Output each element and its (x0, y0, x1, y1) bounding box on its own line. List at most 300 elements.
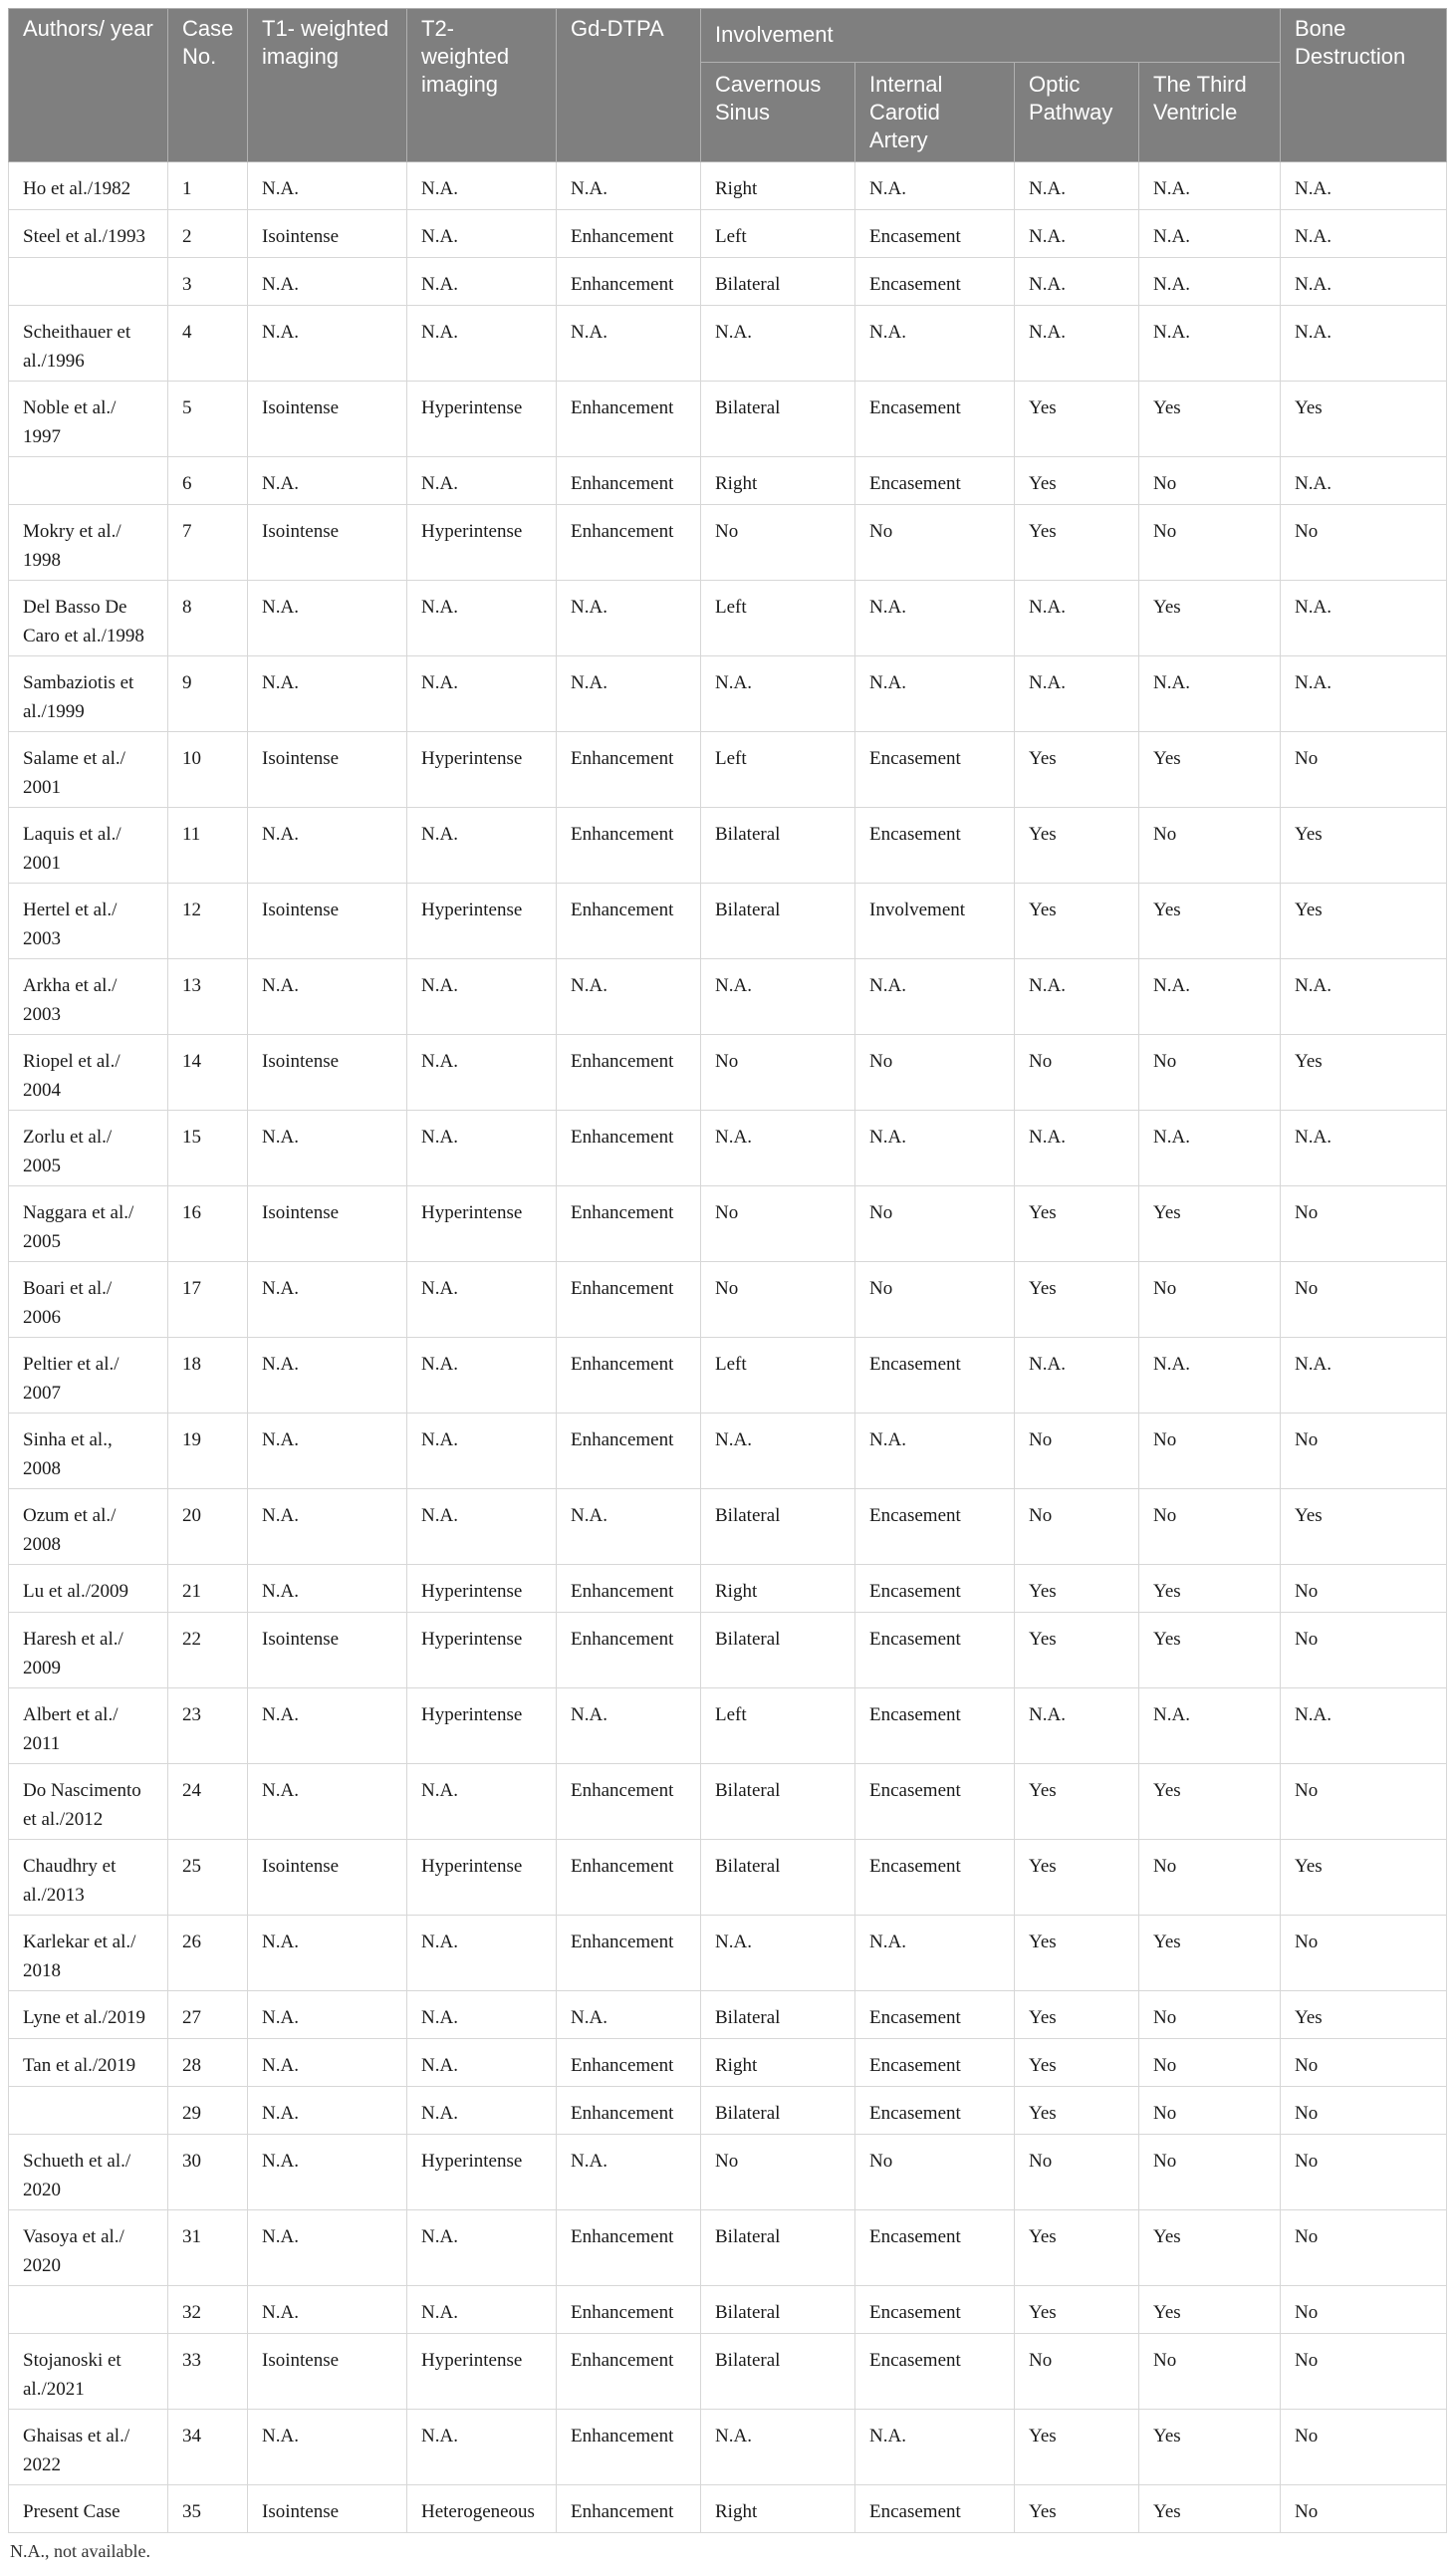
cell-author: Salame et al./ 2001 (9, 732, 168, 808)
cell-bone-destruction: No (1281, 505, 1447, 581)
table-row (9, 1035, 1447, 1111)
cell-optic-pathway: Yes (1015, 457, 1139, 505)
cell-internal-carotid-artery: N.A. (855, 1414, 1015, 1489)
cell-internal-carotid-artery: Encasement (855, 210, 1015, 258)
cell-third-ventricle: No (1139, 2087, 1281, 2135)
cell-t2: N.A. (407, 2410, 557, 2485)
cell-third-ventricle: Yes (1139, 1613, 1281, 1688)
cell-third-ventricle: N.A. (1139, 1338, 1281, 1414)
table-row (9, 1840, 1447, 1916)
cell-internal-carotid-artery: No (855, 2135, 1015, 2210)
cell-optic-pathway: No (1015, 1489, 1139, 1565)
cell-internal-carotid-artery: Encasement (855, 457, 1015, 505)
cell-case-no: 26 (168, 1916, 248, 1991)
cell-author: Zorlu et al./ 2005 (9, 1111, 168, 1186)
header-t1: T1- weighted imaging (248, 9, 407, 162)
cell-author: Karlekar et al./ 2018 (9, 1916, 168, 1991)
cell-case-no: 2 (168, 210, 248, 258)
cell-internal-carotid-artery: Encasement (855, 2210, 1015, 2286)
cell-t2: N.A. (407, 2087, 557, 2135)
cell-case-no: 32 (168, 2286, 248, 2334)
cell-internal-carotid-artery: Encasement (855, 1764, 1015, 1840)
cell-cavernous-sinus: Bilateral (701, 1840, 855, 1916)
cell-bone-destruction: No (1281, 1916, 1447, 1991)
cell-internal-carotid-artery: N.A. (855, 1916, 1015, 1991)
cell-bone-destruction: No (1281, 2210, 1447, 2286)
cell-t1: Isointense (248, 1035, 407, 1111)
cell-cavernous-sinus: No (701, 1262, 855, 1338)
cell-optic-pathway: N.A. (1015, 1338, 1139, 1414)
cell-author: Del Basso De Caro et al./1998 (9, 581, 168, 656)
cell-t2: N.A. (407, 306, 557, 382)
cell-case-no: 12 (168, 884, 248, 959)
cell-optic-pathway: Yes (1015, 1565, 1139, 1613)
cell-author (9, 457, 168, 505)
table-row (9, 581, 1447, 656)
header-internal-carotid-artery: Internal Carotid Artery (855, 63, 1015, 162)
cell-t1: N.A. (248, 2410, 407, 2485)
cell-t1: N.A. (248, 1565, 407, 1613)
cell-third-ventricle: N.A. (1139, 162, 1281, 210)
cell-author: Lu et al./2009 (9, 1565, 168, 1613)
cell-t2: N.A. (407, 2039, 557, 2087)
cell-cavernous-sinus: Bilateral (701, 2334, 855, 2410)
cell-author (9, 258, 168, 306)
cell-author: Vasoya et al./ 2020 (9, 2210, 168, 2286)
cell-cavernous-sinus: Bilateral (701, 1991, 855, 2039)
cell-optic-pathway: Yes (1015, 2286, 1139, 2334)
cell-optic-pathway: Yes (1015, 505, 1139, 581)
cell-bone-destruction: No (1281, 2485, 1447, 2533)
cell-optic-pathway: N.A. (1015, 210, 1139, 258)
cell-cavernous-sinus: Right (701, 2039, 855, 2087)
cell-optic-pathway: Yes (1015, 1991, 1139, 2039)
cell-cavernous-sinus: No (701, 1035, 855, 1111)
cell-internal-carotid-artery: Encasement (855, 258, 1015, 306)
cell-gd-dtpa: Enhancement (557, 884, 701, 959)
table-row (9, 1916, 1447, 1991)
cell-cavernous-sinus: No (701, 1186, 855, 1262)
cell-cavernous-sinus: Bilateral (701, 884, 855, 959)
cell-optic-pathway: Yes (1015, 732, 1139, 808)
table-row (9, 1262, 1447, 1338)
cell-t1: Isointense (248, 1186, 407, 1262)
cell-third-ventricle: Yes (1139, 2410, 1281, 2485)
cell-case-no: 29 (168, 2087, 248, 2135)
cell-author: Scheithauer et al./1996 (9, 306, 168, 382)
cell-author: Lyne et al./2019 (9, 1991, 168, 2039)
cell-third-ventricle: N.A. (1139, 1111, 1281, 1186)
cell-case-no: 28 (168, 2039, 248, 2087)
cell-t2: N.A. (407, 2210, 557, 2286)
cell-optic-pathway: Yes (1015, 1840, 1139, 1916)
cell-internal-carotid-artery: No (855, 1186, 1015, 1262)
cell-third-ventricle: No (1139, 1991, 1281, 2039)
cell-optic-pathway: Yes (1015, 884, 1139, 959)
cell-author: Peltier et al./ 2007 (9, 1338, 168, 1414)
cell-t2: Hyperintense (407, 505, 557, 581)
cell-bone-destruction: N.A. (1281, 162, 1447, 210)
cell-t1: Isointense (248, 1840, 407, 1916)
cell-cavernous-sinus: No (701, 505, 855, 581)
table-row (9, 382, 1447, 457)
cell-t1: N.A. (248, 1111, 407, 1186)
header-t2: T2- weighted imaging (407, 9, 557, 162)
cell-cavernous-sinus: Right (701, 2485, 855, 2533)
cell-t1: Isointense (248, 1613, 407, 1688)
cell-t2: Hyperintense (407, 1565, 557, 1613)
cell-internal-carotid-artery: N.A. (855, 306, 1015, 382)
cell-gd-dtpa: Enhancement (557, 2087, 701, 2135)
cell-gd-dtpa: Enhancement (557, 2039, 701, 2087)
cell-t2: Hyperintense (407, 1840, 557, 1916)
cell-third-ventricle: N.A. (1139, 306, 1281, 382)
cell-gd-dtpa: N.A. (557, 656, 701, 732)
cell-optic-pathway: N.A. (1015, 656, 1139, 732)
cell-gd-dtpa: Enhancement (557, 1338, 701, 1414)
cell-t1: Isointense (248, 732, 407, 808)
cell-case-no: 19 (168, 1414, 248, 1489)
cell-t1: N.A. (248, 258, 407, 306)
cell-case-no: 1 (168, 162, 248, 210)
cell-t2: N.A. (407, 457, 557, 505)
cell-author: Sinha et al., 2008 (9, 1414, 168, 1489)
cell-author: Albert et al./ 2011 (9, 1688, 168, 1764)
cell-internal-carotid-artery: Encasement (855, 1991, 1015, 2039)
cell-author: Hertel et al./ 2003 (9, 884, 168, 959)
cell-author: Stojanoski et al./2021 (9, 2334, 168, 2410)
cell-bone-destruction: N.A. (1281, 210, 1447, 258)
cell-t1: N.A. (248, 1916, 407, 1991)
table-row (9, 1489, 1447, 1565)
cell-t2: N.A. (407, 1489, 557, 1565)
cell-t2: N.A. (407, 1916, 557, 1991)
cell-case-no: 25 (168, 1840, 248, 1916)
cell-author: Steel et al./1993 (9, 210, 168, 258)
cell-bone-destruction: No (1281, 1414, 1447, 1489)
cell-bone-destruction: Yes (1281, 1489, 1447, 1565)
cell-gd-dtpa: Enhancement (557, 382, 701, 457)
cell-optic-pathway: Yes (1015, 382, 1139, 457)
cell-cavernous-sinus: Left (701, 1688, 855, 1764)
cell-author: Present Case (9, 2485, 168, 2533)
cell-author: Ozum et al./ 2008 (9, 1489, 168, 1565)
table-row (9, 732, 1447, 808)
table-row (9, 2087, 1447, 2135)
cell-t2: N.A. (407, 210, 557, 258)
cell-third-ventricle: No (1139, 1489, 1281, 1565)
cell-third-ventricle: No (1139, 808, 1281, 884)
cell-t1: N.A. (248, 808, 407, 884)
cell-gd-dtpa: N.A. (557, 162, 701, 210)
cell-gd-dtpa: N.A. (557, 1991, 701, 2039)
cell-optic-pathway: N.A. (1015, 959, 1139, 1035)
cell-third-ventricle: No (1139, 2039, 1281, 2087)
cell-internal-carotid-artery: Encasement (855, 732, 1015, 808)
cell-internal-carotid-artery: N.A. (855, 959, 1015, 1035)
table-row (9, 258, 1447, 306)
cell-cavernous-sinus: Bilateral (701, 2210, 855, 2286)
cell-t1: Isointense (248, 2334, 407, 2410)
cell-bone-destruction: N.A. (1281, 1111, 1447, 1186)
cell-optic-pathway: No (1015, 2334, 1139, 2410)
cell-t1: N.A. (248, 656, 407, 732)
cell-bone-destruction: No (1281, 1764, 1447, 1840)
table-row (9, 2039, 1447, 2087)
cell-t1: Isointense (248, 382, 407, 457)
cell-case-no: 27 (168, 1991, 248, 2039)
cell-third-ventricle: Yes (1139, 1916, 1281, 1991)
cell-third-ventricle: No (1139, 1035, 1281, 1111)
cell-t1: Isointense (248, 210, 407, 258)
cell-third-ventricle: No (1139, 1840, 1281, 1916)
cell-gd-dtpa: N.A. (557, 959, 701, 1035)
cell-t2: N.A. (407, 808, 557, 884)
cell-author: Laquis et al./ 2001 (9, 808, 168, 884)
cell-gd-dtpa: Enhancement (557, 1186, 701, 1262)
cell-case-no: 9 (168, 656, 248, 732)
cell-t2: N.A. (407, 1111, 557, 1186)
cell-internal-carotid-artery: No (855, 505, 1015, 581)
cell-bone-destruction: N.A. (1281, 959, 1447, 1035)
table-row (9, 2135, 1447, 2210)
cell-author: Haresh et al./ 2009 (9, 1613, 168, 1688)
cell-cavernous-sinus: N.A. (701, 959, 855, 1035)
cell-t1: N.A. (248, 162, 407, 210)
cell-t2: N.A. (407, 1414, 557, 1489)
table-row (9, 505, 1447, 581)
cell-t1: N.A. (248, 306, 407, 382)
cell-cavernous-sinus: Bilateral (701, 2087, 855, 2135)
table-row (9, 1991, 1447, 2039)
cell-internal-carotid-artery: Encasement (855, 1613, 1015, 1688)
cell-internal-carotid-artery: N.A. (855, 656, 1015, 732)
cell-cavernous-sinus: Bilateral (701, 1764, 855, 1840)
table-row (9, 457, 1447, 505)
cell-optic-pathway: No (1015, 1414, 1139, 1489)
cell-optic-pathway: N.A. (1015, 1688, 1139, 1764)
header-authors: Authors/ year (9, 9, 168, 162)
cell-third-ventricle: Yes (1139, 581, 1281, 656)
cell-bone-destruction: No (1281, 1186, 1447, 1262)
cell-optic-pathway: N.A. (1015, 258, 1139, 306)
table-row (9, 1338, 1447, 1414)
cell-case-no: 16 (168, 1186, 248, 1262)
cell-t1: N.A. (248, 1991, 407, 2039)
cell-third-ventricle: Yes (1139, 884, 1281, 959)
cell-bone-destruction: No (1281, 1613, 1447, 1688)
cell-gd-dtpa: Enhancement (557, 457, 701, 505)
cell-gd-dtpa: Enhancement (557, 1414, 701, 1489)
cell-t1: N.A. (248, 959, 407, 1035)
cell-gd-dtpa: Enhancement (557, 2334, 701, 2410)
header-third-ventricle: The Third Ventricle (1139, 63, 1281, 162)
cell-case-no: 24 (168, 1764, 248, 1840)
cell-t1: N.A. (248, 457, 407, 505)
cell-internal-carotid-artery: Encasement (855, 2039, 1015, 2087)
cell-third-ventricle: N.A. (1139, 1688, 1281, 1764)
cell-bone-destruction: No (1281, 1565, 1447, 1613)
cell-case-no: 34 (168, 2410, 248, 2485)
cell-author: Ghaisas et al./ 2022 (9, 2410, 168, 2485)
table-row (9, 2334, 1447, 2410)
cell-third-ventricle: Yes (1139, 2286, 1281, 2334)
header-bone-destruction: Bone Destruction (1281, 9, 1447, 162)
cell-cavernous-sinus: N.A. (701, 656, 855, 732)
cell-case-no: 7 (168, 505, 248, 581)
table-container (8, 8, 1446, 2562)
cell-cavernous-sinus: Left (701, 732, 855, 808)
cell-t1: N.A. (248, 2210, 407, 2286)
cell-internal-carotid-artery: Encasement (855, 2485, 1015, 2533)
cell-t2: N.A. (407, 1262, 557, 1338)
cell-author: Riopel et al./ 2004 (9, 1035, 168, 1111)
cell-cavernous-sinus: N.A. (701, 1414, 855, 1489)
cell-t1: N.A. (248, 2087, 407, 2135)
cell-gd-dtpa: Enhancement (557, 1916, 701, 1991)
cell-internal-carotid-artery: Encasement (855, 1489, 1015, 1565)
cell-third-ventricle: No (1139, 1262, 1281, 1338)
cell-third-ventricle: No (1139, 2334, 1281, 2410)
table-row (9, 1111, 1447, 1186)
cell-t2: N.A. (407, 162, 557, 210)
cell-internal-carotid-artery: Encasement (855, 2087, 1015, 2135)
cell-case-no: 3 (168, 258, 248, 306)
cell-t2: Hyperintense (407, 732, 557, 808)
cell-internal-carotid-artery: Involvement (855, 884, 1015, 959)
cell-bone-destruction: N.A. (1281, 1338, 1447, 1414)
cell-cavernous-sinus: Bilateral (701, 808, 855, 884)
cell-optic-pathway: N.A. (1015, 162, 1139, 210)
cell-optic-pathway: No (1015, 2135, 1139, 2210)
cell-third-ventricle: Yes (1139, 1764, 1281, 1840)
table-row (9, 1613, 1447, 1688)
cell-internal-carotid-artery: N.A. (855, 1111, 1015, 1186)
cell-internal-carotid-artery: Encasement (855, 1338, 1015, 1414)
table-row (9, 1186, 1447, 1262)
cell-gd-dtpa: N.A. (557, 306, 701, 382)
cell-t1: N.A. (248, 1688, 407, 1764)
cell-optic-pathway: N.A. (1015, 306, 1139, 382)
cell-t2: N.A. (407, 258, 557, 306)
cell-gd-dtpa: Enhancement (557, 1565, 701, 1613)
cell-t1: N.A. (248, 1489, 407, 1565)
cell-t1: N.A. (248, 1338, 407, 1414)
cell-bone-destruction: N.A. (1281, 258, 1447, 306)
cell-optic-pathway: N.A. (1015, 581, 1139, 656)
cell-cavernous-sinus: Bilateral (701, 1613, 855, 1688)
cell-author: Noble et al./ 1997 (9, 382, 168, 457)
header-involvement: Involvement (701, 9, 1281, 63)
case-summary-table (8, 8, 1447, 2533)
cell-t1: N.A. (248, 2039, 407, 2087)
table-row (9, 1414, 1447, 1489)
cell-gd-dtpa: Enhancement (557, 505, 701, 581)
table-row (9, 162, 1447, 210)
cell-bone-destruction: Yes (1281, 1035, 1447, 1111)
cell-case-no: 5 (168, 382, 248, 457)
cell-internal-carotid-artery: Encasement (855, 1565, 1015, 1613)
cell-author (9, 2087, 168, 2135)
cell-case-no: 17 (168, 1262, 248, 1338)
cell-t1: N.A. (248, 1414, 407, 1489)
cell-case-no: 35 (168, 2485, 248, 2533)
cell-internal-carotid-artery: Encasement (855, 1688, 1015, 1764)
cell-t2: Hyperintense (407, 1613, 557, 1688)
cell-gd-dtpa: Enhancement (557, 2410, 701, 2485)
cell-optic-pathway: Yes (1015, 1613, 1139, 1688)
cell-gd-dtpa: N.A. (557, 1688, 701, 1764)
cell-author: Ho et al./1982 (9, 162, 168, 210)
cell-cavernous-sinus: N.A. (701, 306, 855, 382)
cell-internal-carotid-artery: Encasement (855, 2334, 1015, 2410)
cell-bone-destruction: N.A. (1281, 656, 1447, 732)
cell-internal-carotid-artery: Encasement (855, 1840, 1015, 1916)
cell-case-no: 13 (168, 959, 248, 1035)
header-optic-pathway: Optic Pathway (1015, 63, 1139, 162)
cell-optic-pathway: Yes (1015, 2039, 1139, 2087)
cell-gd-dtpa: Enhancement (557, 1262, 701, 1338)
cell-bone-destruction: No (1281, 2334, 1447, 2410)
cell-internal-carotid-artery: Encasement (855, 808, 1015, 884)
table-row (9, 2410, 1447, 2485)
cell-t2: N.A. (407, 959, 557, 1035)
cell-bone-destruction: N.A. (1281, 457, 1447, 505)
cell-case-no: 11 (168, 808, 248, 884)
cell-t2: N.A. (407, 581, 557, 656)
cell-t2: N.A. (407, 1338, 557, 1414)
cell-optic-pathway: Yes (1015, 2087, 1139, 2135)
cell-t2: N.A. (407, 656, 557, 732)
cell-author: Schueth et al./ 2020 (9, 2135, 168, 2210)
cell-third-ventricle: Yes (1139, 1565, 1281, 1613)
cell-t2: Hyperintense (407, 884, 557, 959)
cell-t2: Hyperintense (407, 1186, 557, 1262)
cell-author: Naggara et al./ 2005 (9, 1186, 168, 1262)
cell-cavernous-sinus: Right (701, 162, 855, 210)
cell-t2: Heterogeneous (407, 2485, 557, 2533)
cell-t1: N.A. (248, 2286, 407, 2334)
cell-internal-carotid-artery: Encasement (855, 382, 1015, 457)
cell-t2: Hyperintense (407, 2135, 557, 2210)
cell-t1: Isointense (248, 884, 407, 959)
cell-case-no: 14 (168, 1035, 248, 1111)
cell-optic-pathway: Yes (1015, 1916, 1139, 1991)
cell-third-ventricle: Yes (1139, 2485, 1281, 2533)
cell-optic-pathway: Yes (1015, 1186, 1139, 1262)
cell-case-no: 10 (168, 732, 248, 808)
table-row (9, 656, 1447, 732)
table-body (9, 162, 1447, 2533)
table-row (9, 884, 1447, 959)
cell-gd-dtpa: Enhancement (557, 1764, 701, 1840)
cell-gd-dtpa: Enhancement (557, 732, 701, 808)
cell-optic-pathway: Yes (1015, 2210, 1139, 2286)
cell-cavernous-sinus: Bilateral (701, 2286, 855, 2334)
table-row (9, 210, 1447, 258)
cell-bone-destruction: Yes (1281, 884, 1447, 959)
cell-case-no: 8 (168, 581, 248, 656)
cell-third-ventricle: No (1139, 2135, 1281, 2210)
cell-case-no: 30 (168, 2135, 248, 2210)
cell-internal-carotid-artery: No (855, 1262, 1015, 1338)
cell-t2: N.A. (407, 1035, 557, 1111)
cell-third-ventricle: Yes (1139, 1186, 1281, 1262)
table-row (9, 2210, 1447, 2286)
cell-bone-destruction: Yes (1281, 382, 1447, 457)
cell-gd-dtpa: Enhancement (557, 1613, 701, 1688)
cell-third-ventricle: Yes (1139, 382, 1281, 457)
